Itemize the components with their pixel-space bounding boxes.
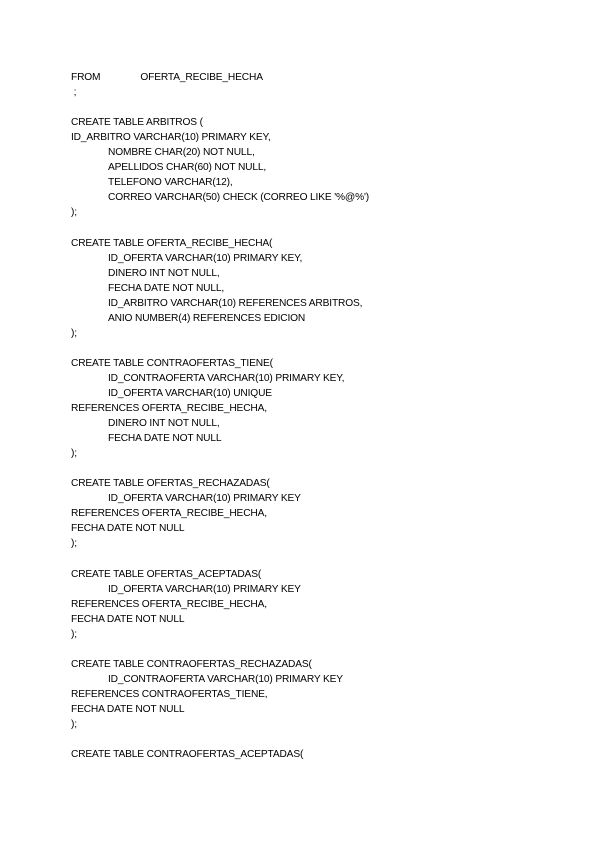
code-line: [71, 416, 369, 431]
code-line: [71, 431, 369, 446]
code-line-text: ID_ARBITRO VARCHAR(10) PRIMARY KEY,: [71, 132, 271, 144]
code-line-text: REFERENCES OFERTA_RECIBE_HECHA,: [71, 403, 267, 415]
code-line-text: FECHA DATE NOT NULL: [108, 433, 222, 445]
code-line-text: APELLIDOS CHAR(60) NOT NULL,: [108, 162, 267, 174]
code-line: [71, 130, 369, 145]
code-line-text: );: [71, 448, 77, 460]
sql-listing: [71, 70, 369, 762]
code-line-text: REFERENCES OFERTA_RECIBE_HECHA,: [71, 598, 267, 610]
code-line: [71, 627, 369, 642]
code-line: [71, 371, 369, 386]
blank-line: [71, 552, 369, 567]
code-line-text: FECHA DATE NOT NULL: [71, 613, 185, 625]
code-line-text: CREATE TABLE OFERTAS_RECHAZADAS(: [71, 478, 270, 490]
code-line-text: );: [71, 628, 77, 640]
code-line-text: REFERENCES CONTRAOFERTAS_TIENE,: [71, 688, 268, 700]
code-line: [71, 687, 369, 702]
code-line: [71, 175, 369, 190]
code-line: [71, 311, 369, 326]
code-line-text: CORREO VARCHAR(50) CHECK (CORREO LIKE '%@%'): [108, 192, 370, 204]
code-line: [71, 281, 369, 296]
code-line-text: ID_OFERTA VARCHAR(10) PRIMARY KEY,: [108, 252, 303, 264]
code-line: [71, 145, 369, 160]
code-line: [71, 491, 369, 506]
code-line: [71, 85, 369, 100]
blank-line: [71, 341, 369, 356]
code-line: [71, 266, 369, 281]
code-line-text: CREATE TABLE CONTRAOFERTAS_TIENE(: [71, 357, 273, 369]
code-line: [71, 251, 369, 266]
code-line-text: FROM: [71, 72, 101, 83]
code-line-text: CREATE TABLE CONTRAOFERTAS_RECHAZADAS(: [71, 658, 312, 670]
code-line: [71, 446, 369, 461]
code-line-text: );: [71, 538, 77, 550]
code-line-text: ID_OFERTA VARCHAR(10) PRIMARY KEY: [108, 583, 301, 595]
code-line: [71, 521, 369, 536]
code-line: [71, 476, 369, 491]
code-line: [71, 657, 369, 672]
code-line-text: FECHA DATE NOT NULL,: [108, 282, 225, 294]
blank-line: [71, 220, 369, 235]
code-line-text: REFERENCES OFERTA_RECIBE_HECHA,: [71, 508, 267, 520]
code-line: [71, 747, 369, 762]
code-line-tail: OFERTA_RECIBE_HECHA: [140, 72, 263, 83]
code-line: [71, 401, 369, 416]
code-line-text: CREATE TABLE OFERTA_RECIBE_HECHA(: [71, 237, 273, 249]
code-line: [71, 190, 369, 205]
blank-line: [71, 732, 369, 747]
code-line: [71, 597, 369, 612]
code-line-text: );: [71, 207, 77, 219]
blank-line: [71, 642, 369, 657]
blank-line: [71, 461, 369, 476]
code-line: [71, 356, 369, 371]
code-line: [71, 296, 369, 311]
blank-line: [71, 100, 369, 115]
code-line-text: ;: [71, 87, 77, 99]
code-line-text: TELEFONO VARCHAR(12),: [108, 177, 233, 189]
code-line-text: FECHA DATE NOT NULL: [71, 703, 185, 715]
code-line-text: FECHA DATE NOT NULL: [71, 523, 185, 535]
code-line: [71, 672, 369, 687]
code-line: [71, 70, 369, 85]
code-line-text: DINERO INT NOT NULL,: [108, 418, 220, 430]
code-line-text: CREATE TABLE ARBITROS (: [71, 117, 203, 129]
code-line: [71, 612, 369, 627]
code-line-text: ID_CONTRAOFERTA VARCHAR(10) PRIMARY KEY,: [108, 372, 345, 384]
code-line: [71, 567, 369, 582]
code-line-text: DINERO INT NOT NULL,: [108, 267, 220, 279]
code-line: [71, 506, 369, 521]
code-line-text: ID_CONTRAOFERTA VARCHAR(10) PRIMARY KEY: [108, 673, 343, 685]
code-line-text: ANIO NUMBER(4) REFERENCES EDICION: [108, 312, 306, 324]
code-line: [71, 717, 369, 732]
code-line: [71, 205, 369, 220]
code-line-text: ID_ARBITRO VARCHAR(10) REFERENCES ARBITROS,: [108, 297, 363, 309]
code-line: [71, 582, 369, 597]
code-line-text: CREATE TABLE CONTRAOFERTAS_ACEPTADAS(: [71, 749, 304, 761]
code-line: [71, 115, 369, 130]
code-line: [71, 702, 369, 717]
code-line: [71, 160, 369, 175]
code-line-text: NOMBRE CHAR(20) NOT NULL,: [108, 147, 255, 159]
code-line-text: );: [71, 719, 77, 731]
code-line-text: );: [71, 327, 77, 339]
code-line-text: ID_OFERTA VARCHAR(10) UNIQUE: [108, 387, 272, 399]
code-line: [71, 536, 369, 551]
code-line-text: CREATE TABLE OFERTAS_ACEPTADAS(: [71, 568, 262, 580]
code-line: [71, 326, 369, 341]
code-line-text: ID_OFERTA VARCHAR(10) PRIMARY KEY: [108, 493, 301, 505]
code-line: [71, 386, 369, 401]
code-line: [71, 236, 369, 251]
